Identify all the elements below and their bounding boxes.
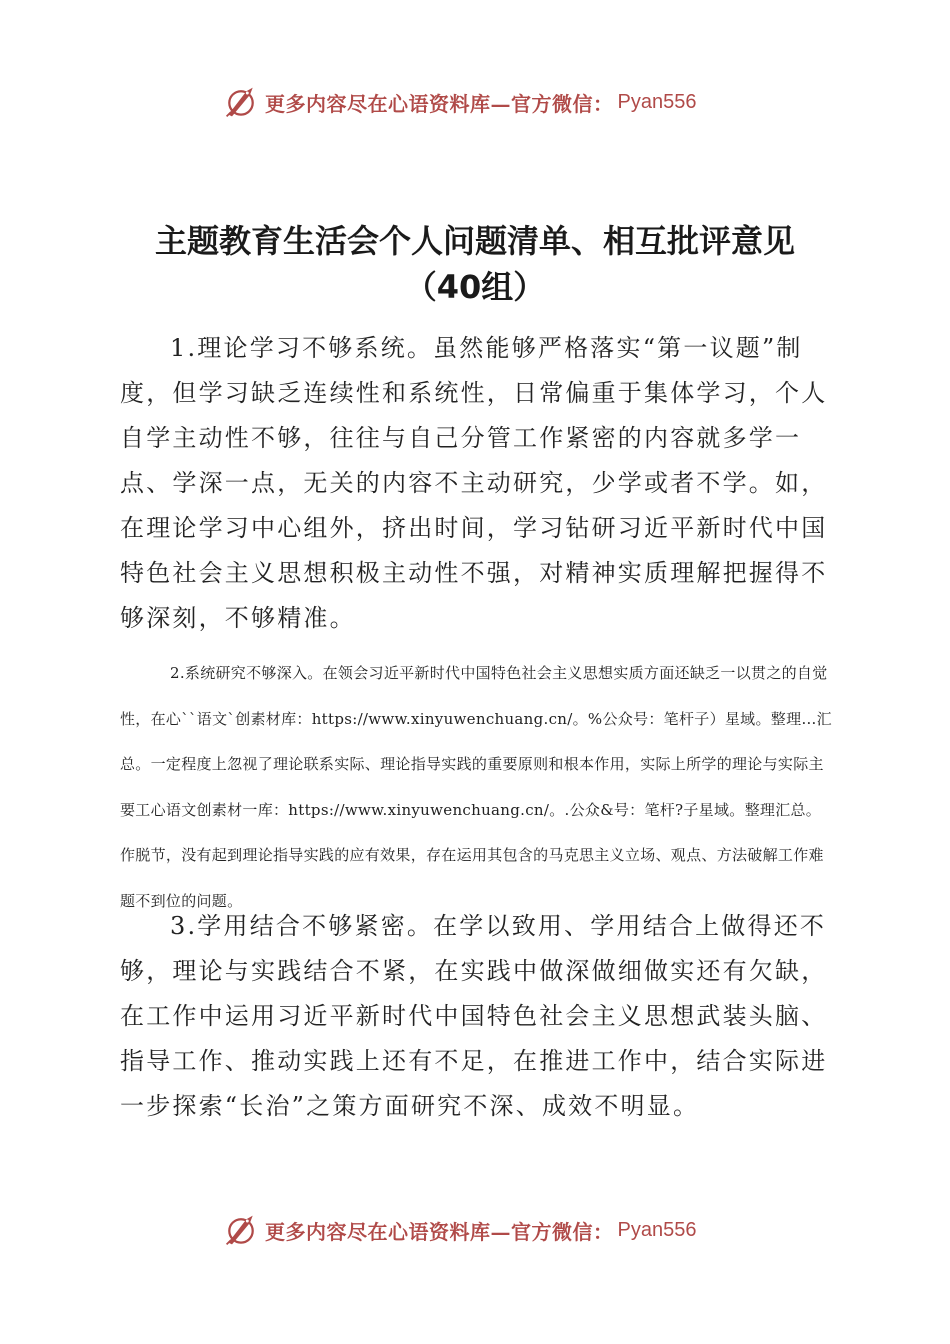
wechat-id: Pyan556 <box>617 1218 697 1241</box>
footer-banner <box>0 1206 950 1254</box>
pen-nib-logo-icon <box>223 84 259 120</box>
pen-nib-logo-icon <box>223 1212 259 1248</box>
paragraph-2: 2.系统研究不够深入。在领会习近平新时代中国特色社会主义思想实质方面还缺乏一以贯之的自觉性，在心``语文`创素材库：https://www.xinyuwenchuang.cn/。%公众号：笔杆子）星域。整理…汇总。一定程度上忽视了理论联系实际、理论指导实践的重要原则和根本作用，实际上所学的理论与实际主要工心语文创素材一库：https://www.xinyuwenchuang.cn/。.公众&号：笔杆?子星域。整理汇总。作脱节，没有起到理论指导实践的应有效果，存在运用其包含的马克思主义立场、观点、方法破解工作难题不到位的问题。 <box>120 664 832 910</box>
banner-text: 更多内容尽在心语资料库—官方微信： <box>265 1219 614 1244</box>
header-banner <box>0 78 950 126</box>
banner-text: 更多内容尽在心语资料库—官方微信： <box>265 91 614 116</box>
document-title: 主题教育生活会个人问题清单、相互批评意见 <box>154 222 795 260</box>
paragraph-1: 1.理论学习不够系统。虽然能够严格落实“第一议题”制度，但学习缺乏连续性和系统性，日常偏重于集体学习，个人自学主动性不够，往往与自己分管工作紧密的内容就多学一点、学深一点，无关的内容不主动研究，少学或者不学。如，在理论学习中心组外，挤出时间，学习钻研习近平新时代中国特色社会主义思想积极主动性不强，对精神实质理解把握得不够深刻，不够精准。 <box>120 334 828 632</box>
wechat-id: Pyan556 <box>617 90 697 113</box>
paragraph-3: 3.学用结合不够紧密。在学以致用、学用结合上做得还不够，理论与实践结合不紧，在实践中做深做细做实还有欠缺，在工作中运用习近平新时代中国特色社会主义思想武装头脑、指导工作、推动实践上还有不足，在推进工作中，结合实际进一步探索“长治”之策方面研究不深、成效不明显。 <box>120 912 828 1120</box>
document-title-count: （40组） <box>404 268 546 306</box>
